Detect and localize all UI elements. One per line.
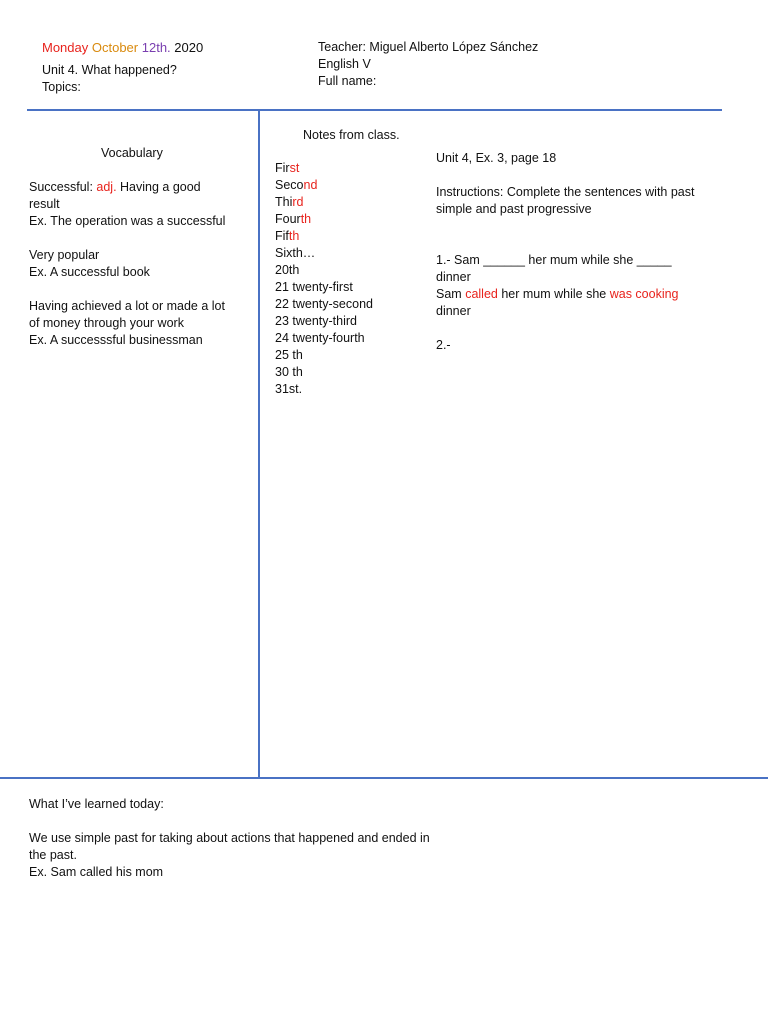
unit-title: Unit 4. What happened?	[42, 63, 177, 77]
date-month: October	[91, 40, 139, 55]
ordinal-item: 30 th	[275, 365, 303, 379]
date-number: 12th.	[141, 40, 171, 55]
answer-1: Sam called her mum while she was cooking	[436, 287, 679, 301]
ordinals-list	[275, 160, 373, 398]
question-2: 2.-	[436, 338, 451, 352]
ordinal-item: Second	[275, 178, 318, 192]
exercise-reference: Unit 4, Ex. 3, page 18	[436, 151, 557, 165]
topics-label: Topics:	[42, 80, 81, 94]
ordinal-item: Fourth	[275, 212, 312, 226]
instructions-cont: simple and past progressive	[436, 202, 592, 216]
date-year: 2020	[174, 40, 204, 55]
answer-1-cont: dinner	[436, 304, 471, 318]
definition-1	[29, 179, 225, 196]
learned-title: What I’ve learned today:	[29, 797, 164, 811]
definition-1-cont: result	[29, 197, 60, 211]
part-of-speech: adj.	[96, 180, 117, 194]
ordinal-item: 25 th	[275, 348, 303, 362]
learned-example: Ex. Sam called his mom	[29, 865, 164, 879]
ordinal-item: Third	[275, 195, 304, 209]
definition-1-term: Successful:	[29, 180, 97, 194]
learned-section	[29, 796, 430, 881]
definition-2: Very popular	[29, 248, 100, 262]
definition-3: Having achieved a lot or made a lot	[29, 299, 225, 313]
column-divider	[258, 110, 260, 778]
header-divider	[27, 109, 722, 111]
ordinal-item: 20th	[275, 263, 300, 277]
notes-title: Notes from class.	[303, 128, 400, 142]
vocabulary-title: Vocabulary	[101, 146, 163, 160]
learned-text: We use simple past for taking about actions that happened and ended in	[29, 831, 430, 845]
example-2: Ex. A successful book	[29, 265, 150, 279]
definition-1-text: Having a good	[116, 180, 201, 194]
header-date	[42, 39, 203, 56]
ordinal-item: 24 twenty-fourth	[275, 331, 365, 345]
ordinal-item: 21 twenty-first	[275, 280, 353, 294]
ordinal-item: 31st.	[275, 382, 303, 396]
course-name: English V	[318, 57, 371, 71]
example-1: Ex. The operation was a successful	[29, 214, 226, 228]
question-1-cont: dinner	[436, 270, 471, 284]
full-name-label: Full name:	[318, 74, 377, 88]
date-day: Monday	[42, 40, 89, 55]
definition-3-cont: of money through your work	[29, 316, 184, 330]
ordinal-item: First	[275, 161, 300, 175]
ordinal-item: Fifth	[275, 229, 300, 243]
ordinal-item: 22 twenty-second	[275, 297, 373, 311]
ordinal-item: Sixth…	[275, 246, 316, 260]
instructions: Instructions: Complete the sentences with past	[436, 185, 695, 199]
teacher-name: Teacher: Miguel Alberto López Sánchez	[318, 40, 539, 54]
question-1: 1.- Sam ______ her mum while she _____	[436, 253, 672, 267]
learned-text-cont: the past.	[29, 848, 77, 862]
ordinal-item: 23 twenty-third	[275, 314, 357, 328]
exercise-block	[436, 150, 694, 354]
vocabulary-body	[29, 179, 225, 349]
example-3: Ex. A successsful businessman	[29, 333, 203, 347]
footer-divider	[0, 777, 768, 779]
